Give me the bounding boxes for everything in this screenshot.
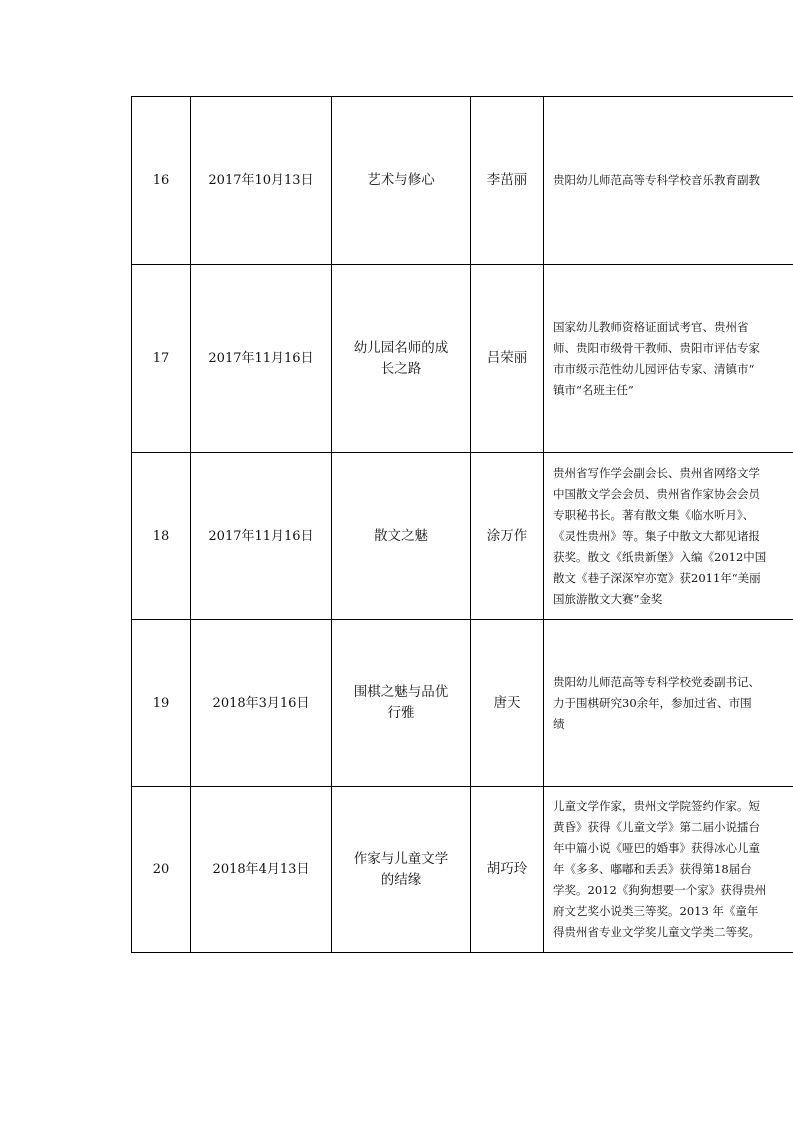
lecture-table-body xyxy=(132,97,793,953)
bio-line: 贵州省写作学会副会长、贵州省网络文学 xyxy=(553,465,760,480)
bio-line: 国旅游散文大赛”金奖 xyxy=(553,591,663,606)
bio-line: 力于围棋研究30余年，参加过省、市围 xyxy=(553,695,752,710)
bio-line: 年中篇小说《哑巴的婚事》获得冰心儿童 xyxy=(553,841,760,855)
table-row xyxy=(132,265,793,453)
speaker-bio xyxy=(544,787,793,953)
row-number: 19 xyxy=(132,620,191,787)
speaker-bio xyxy=(544,453,793,620)
bio-line: 散文《巷子深深窄亦宽》获2011年“美丽 xyxy=(553,570,761,585)
table-row xyxy=(132,453,793,620)
row-number: 17 xyxy=(132,265,191,453)
table-row xyxy=(132,620,793,787)
bio-line: 学奖。2012《狗狗想要一个家》获得贵州 xyxy=(553,883,767,897)
bio-line: 黄昏》获得《儿童文学》第二届小说擂台 xyxy=(553,820,760,834)
lecture-topic: 散文之魅 xyxy=(332,453,471,620)
lecture-date: 2017年11月16日 xyxy=(191,453,332,620)
bio-line: 获奖。散文《纸贵新堡》入编《2012中国 xyxy=(553,549,767,564)
table-row xyxy=(132,97,793,265)
bio-line: 府文艺奖小说类三等奖。2013 年《童年 xyxy=(553,904,759,918)
bio-line: 《灵性贵州》等。集子中散文大都见诸报 xyxy=(553,528,760,543)
bio-line: 贵阳幼儿师范高等专科学校音乐教育副教 xyxy=(553,173,760,187)
speaker-name: 胡巧玲 xyxy=(471,787,544,953)
bio-line: 绩 xyxy=(553,716,565,731)
speaker-bio xyxy=(544,265,793,453)
row-number: 20 xyxy=(132,787,191,953)
bio-line: 贵阳幼儿师范高等专科学校党委副书记、 xyxy=(553,674,760,689)
lecture-date: 2018年4月13日 xyxy=(191,787,332,953)
lecture-table xyxy=(131,96,793,953)
speaker-name: 涂万作 xyxy=(471,453,544,620)
lecture-date: 2018年3月16日 xyxy=(191,620,332,787)
bio-line: 得贵州省专业文学奖儿童文学类二等奖。 xyxy=(553,925,760,939)
lecture-date: 2017年11月16日 xyxy=(191,265,332,453)
lecture-topic: 幼儿园名师的成长之路 xyxy=(332,265,471,453)
speaker-bio xyxy=(544,620,793,787)
bio-line: 专职秘书长。著有散文集《临水听月》、 xyxy=(553,507,755,522)
bio-line: 年《多多、嘟嘟和丢丢》获得第18届台 xyxy=(553,862,752,876)
lecture-topic: 围棋之魅与品优行雅 xyxy=(332,620,471,787)
lecture-topic: 艺术与修心 xyxy=(332,97,471,265)
bio-line: 师、贵阳市级骨干教师、贵阳市评估专家 xyxy=(553,340,760,355)
bio-line: 镇市“名班主任” xyxy=(553,382,634,397)
table-row xyxy=(132,787,793,953)
row-number: 18 xyxy=(132,453,191,620)
row-number: 16 xyxy=(132,97,191,265)
bio-line: 国家幼儿教师资格证面试考官、贵州省 xyxy=(553,319,749,334)
speaker-name: 李茁丽 xyxy=(471,97,544,265)
speaker-bio xyxy=(544,97,793,265)
lecture-date: 2017年10月13日 xyxy=(191,97,332,265)
speaker-name: 吕荣丽 xyxy=(471,265,544,453)
lecture-topic: 作家与儿童文学的结缘 xyxy=(332,787,471,953)
bio-line: 中国散文学会会员、贵州省作家协会会员 xyxy=(553,486,760,501)
bio-line: 市市级示范性幼儿园评估专家、清镇市“ xyxy=(553,361,755,376)
speaker-name: 唐天 xyxy=(471,620,544,787)
bio-line: 儿童文学作家，贵州文学院签约作家。短 xyxy=(553,799,760,813)
